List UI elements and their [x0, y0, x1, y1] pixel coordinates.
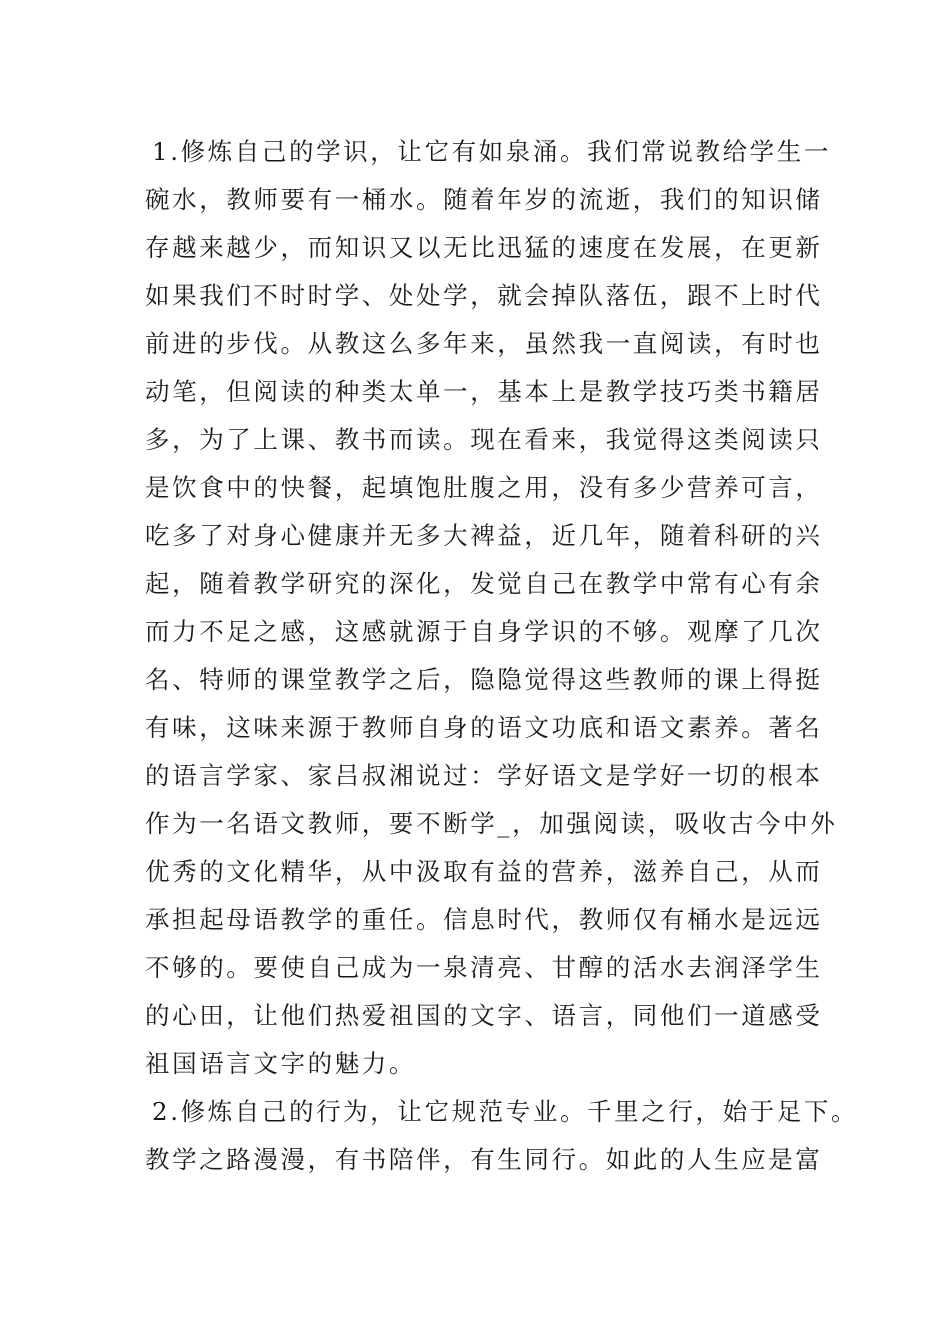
paragraph-1-line-3: 存越来越少，而知识又以无比迅猛的速度在发展，在更新: [145, 233, 823, 262]
paragraph-1-line-2: 碗水，教师要有一桶水。随着年岁的流逝，我们的知识储: [145, 185, 823, 214]
paragraph-1-line-13: 有味，这味来源于教师自身的语文功底和语文素养。著名: [145, 713, 823, 742]
paragraph-1-line-10: 起，随着教学研究的深化，发觉自己在教学中常有心有余: [145, 569, 823, 598]
paragraph-1-line-19: 的心田，让他们热爱祖国的文字、语言，同他们一道感受: [145, 1001, 823, 1030]
paragraph-1-line-7: 多，为了上课、教书而读。现在看来，我觉得这类阅读只: [145, 425, 823, 454]
paragraph-1-line-6: 动笔，但阅读的种类太单一，基本上是教学技巧类书籍居: [145, 377, 823, 406]
paragraph-1-line-20: 祖国语言文字的魅力。: [145, 1049, 416, 1078]
paragraph-1-line-16: 优秀的文化精华，从中汲取有益的营养，滋养自己，从而: [145, 857, 823, 886]
paragraph-1-line-17: 承担起母语教学的重任。信息时代，教师仅有桶水是远远: [145, 905, 823, 934]
paragraph-1-line-12: 名、特师的课堂教学之后，隐隐觉得这些教师的课上得挺: [145, 665, 823, 694]
paragraph-1-line-14: 的语言学家、家吕叔湘说过：学好语文是学好一切的根本: [145, 761, 823, 790]
paragraph-1-line-18: 不够的。要使自己成为一泉清亮、甘醇的活水去润泽学生: [145, 953, 823, 982]
paragraph-1-line-15: 作为一名语文教师，要不断学_，加强阅读，吸收古今中外: [145, 809, 838, 838]
paragraph-1-line-8: 是饮食中的快餐，起填饱肚腹之用，没有多少营养可言，: [145, 473, 823, 502]
paragraph-2-line-1: 2.修炼自己的行为，让它规范专业。千里之行，始于足下。: [152, 1097, 859, 1126]
paragraph-1-line-1: 1.修炼自己的学识，让它有如泉涌。我们常说教给学生一: [152, 137, 831, 166]
paragraph-2-line-2: 教学之路漫漫，有书陪伴，有生同行。如此的人生应是富: [145, 1145, 823, 1174]
paragraph-1-line-5: 前进的步伐。从教这么多年来，虽然我一直阅读，有时也: [145, 329, 823, 358]
paragraph-1-line-9: 吃多了对身心健康并无多大裨益，近几年，随着科研的兴: [145, 521, 823, 550]
paragraph-1-line-4: 如果我们不时时学、处处学，就会掉队落伍，跟不上时代: [145, 281, 823, 310]
paragraph-1-line-11: 而力不足之感，这感就源于自身学识的不够。观摩了几次: [145, 617, 823, 646]
